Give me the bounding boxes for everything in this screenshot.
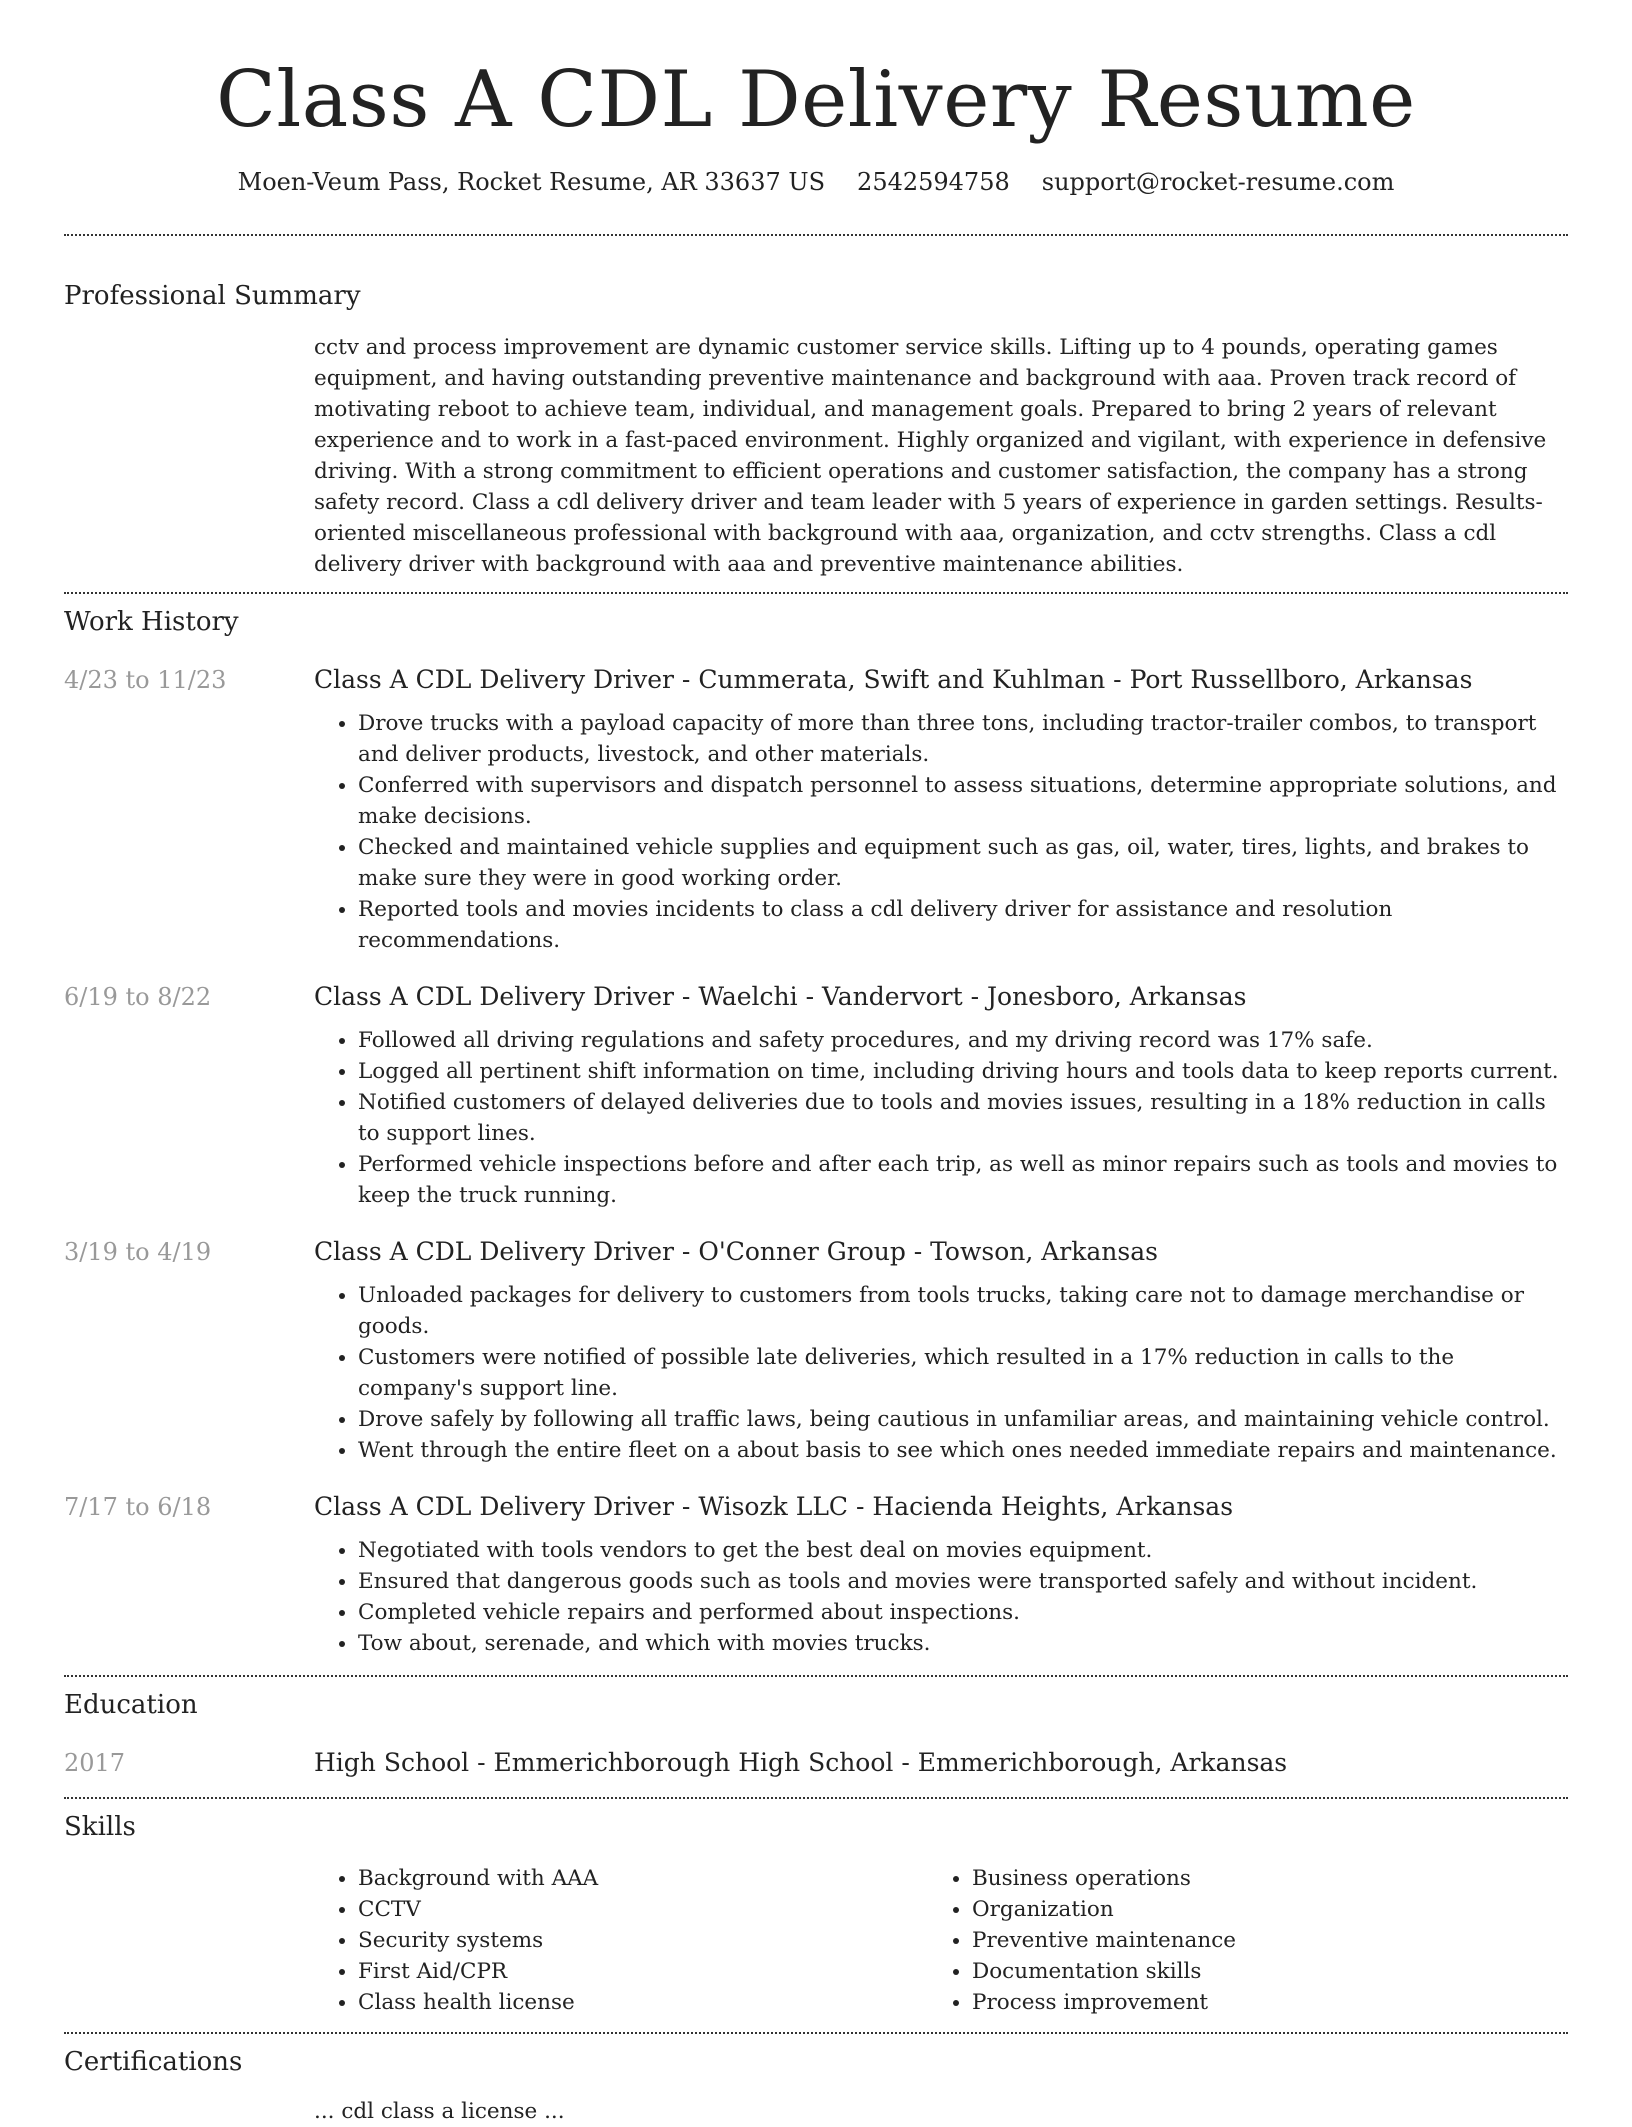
- job-bullet: • Customers were notified of possible late deliveries, which resulted in a 17% reduction in calls to the company's support line.: [358, 1342, 1568, 1404]
- summary-heading: Professional Summary: [64, 281, 361, 311]
- job-bullet: • Negotiated with tools vendors to get the best deal on movies equipment.: [358, 1535, 1568, 1566]
- contact-address: Moen-Veum Pass, Rocket Resume, AR 33637 US: [237, 168, 826, 196]
- skill-item: • Security systems: [358, 1925, 928, 1956]
- certifications-section: [64, 2034, 1568, 2127]
- skills-list-right: [928, 1863, 1542, 2018]
- job-bullets: [314, 1025, 1568, 1211]
- job-title: Class A CDL Delivery Driver - Waelchi - Vandervort - Jonesboro, Arkansas: [314, 982, 1247, 1011]
- certifications-heading: Certifications: [64, 2047, 243, 2077]
- job-dates: 7/17 to 6/18: [64, 1493, 212, 1521]
- job-entry: [64, 1234, 1568, 1466]
- job-entry: [64, 1489, 1568, 1659]
- job-bullet: • Tow about, serenade, and which with movies trucks.: [358, 1628, 1568, 1659]
- job-bullets: [314, 1535, 1568, 1659]
- job-bullet: • Notified customers of delayed deliveries due to tools and movies issues, resulting in a 18% reduction in calls to support lines.: [358, 1087, 1568, 1149]
- skill-item: • CCTV: [358, 1894, 928, 1925]
- job-dates: 4/23 to 11/23: [64, 666, 227, 694]
- work-section: [64, 594, 1568, 1659]
- job-bullet: • Followed all driving regulations and safety procedures, and my driving record was 17% safe.: [358, 1025, 1568, 1056]
- education-heading: Education: [64, 1690, 198, 1720]
- skills-section: [64, 1799, 1568, 2018]
- job-entry: [64, 662, 1568, 956]
- skill-item: • Background with AAA: [358, 1863, 928, 1894]
- skill-item: • Business operations: [972, 1863, 1542, 1894]
- job-bullet: • Conferred with supervisors and dispatch personnel to assess situations, determine appropriate solutions, and make decisions.: [358, 770, 1568, 832]
- summary-section: [64, 236, 1568, 580]
- job-title: Class A CDL Delivery Driver - Cummerata, Swift and Kuhlman - Port Russellboro, Arkansas: [314, 665, 1473, 694]
- job-entry: [64, 979, 1568, 1211]
- skill-item: • Preventive maintenance: [972, 1925, 1542, 1956]
- contact-phone: 2542594758: [857, 168, 1010, 196]
- resume-page: [64, 0, 1568, 2127]
- job-bullet: • Logged all pertinent shift information on time, including driving hours and tools data to keep reports current.: [358, 1056, 1568, 1087]
- resume-title: Class A CDL Delivery Resume: [216, 55, 1416, 145]
- skills-list-left: [314, 1863, 928, 2018]
- skill-item: • First Aid/CPR: [358, 1956, 928, 1987]
- skill-item: • Documentation skills: [972, 1956, 1542, 1987]
- job-bullet: • Completed vehicle repairs and performed about inspections.: [358, 1597, 1568, 1628]
- job-dates: 3/19 to 4/19: [64, 1238, 212, 1266]
- skill-item: • Class health license: [358, 1987, 928, 2018]
- job-bullets: [314, 708, 1568, 956]
- job-bullet: • Ensured that dangerous goods such as tools and movies were transported safely and without incident.: [358, 1566, 1568, 1597]
- job-dates: 6/19 to 8/22: [64, 983, 212, 1011]
- job-bullet: • Checked and maintained vehicle supplies and equipment such as gas, oil, water, tires, lights, and brakes to make sure they were in good working order.: [358, 832, 1568, 894]
- job-title: Class A CDL Delivery Driver - Wisozk LLC - Hacienda Heights, Arkansas: [314, 1492, 1234, 1521]
- job-bullet: • Reported tools and movies incidents to class a cdl delivery driver for assistance and resolution recommendations.: [358, 894, 1568, 956]
- education-section: [64, 1677, 1568, 1781]
- skill-item: • Process improvement: [972, 1987, 1542, 2018]
- job-bullet: • Went through the entire fleet on a about basis to see which ones needed immediate repairs and maintenance.: [358, 1435, 1568, 1466]
- job-bullet: • Drove safely by following all traffic laws, being cautious in unfamiliar areas, and maintaining vehicle control.: [358, 1404, 1568, 1435]
- job-bullet: • Performed vehicle inspections before and after each trip, as well as minor repairs such as tools and movies to keep the truck running.: [358, 1149, 1568, 1211]
- skills-heading: Skills: [64, 1812, 136, 1842]
- skill-item: • Organization: [972, 1894, 1542, 1925]
- contact-email: support@rocket-resume.com: [1041, 168, 1395, 196]
- job-bullet: • Unloaded packages for delivery to customers from tools trucks, taking care not to damage merchandise or goods.: [358, 1280, 1568, 1342]
- summary-text: cctv and process improvement are dynamic customer service skills. Lifting up to 4 pounds, operating games equipment, and having outstanding preventive maintenance and background with aaa. Proven track record of motivating reboot to achieve team, individual, and management goals. Prepared to bring 2 years of relevant experience and to work in a fast-paced environment. Highly organized and vigilant, with experience in defensive driving. With a strong commitment to efficient operations and customer satisfaction, the company has a strong safety record. Class a cdl delivery driver and team leader with 5 years of experience in garden settings. Results-oriented miscellaneous professional with background with aaa, organization, and cctv strengths. Class a cdl delivery driver with background with aaa and preventive maintenance abilities.: [314, 335, 1547, 577]
- education-year: 2017: [64, 1749, 126, 1777]
- job-bullet: • Drove trucks with a payload capacity of more than three tons, including tractor-trailer combos, to transport and deliver products, livestock, and other materials.: [358, 708, 1568, 770]
- job-bullets: [314, 1280, 1568, 1466]
- contact-line: [64, 164, 1568, 200]
- work-heading: Work History: [64, 607, 239, 637]
- job-title: Class A CDL Delivery Driver - O'Conner Group - Towson, Arkansas: [314, 1237, 1158, 1266]
- certification-item: ... cdl class a license ...: [314, 2099, 565, 2124]
- education-entry: High School - Emmerichborough High School - Emmerichborough, Arkansas: [314, 1748, 1288, 1777]
